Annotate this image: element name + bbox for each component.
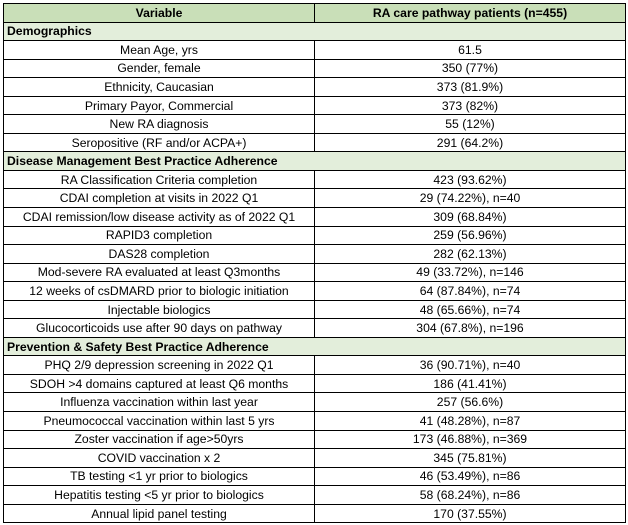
header-value: RA care pathway patients (n=455) [315, 4, 626, 23]
section-header-row [4, 22, 626, 41]
variable-cell: Zoster vaccination if age>50yrs [4, 430, 315, 449]
value-cell: 304 (67.8%), n=196 [315, 319, 626, 338]
variable-cell: RA Classification Criteria completion [4, 170, 315, 189]
results-table [3, 3, 626, 523]
variable-cell: DAS28 completion [4, 245, 315, 264]
table-row [4, 486, 626, 505]
variable-cell: TB testing <1 yr prior to biologics [4, 467, 315, 486]
variable-cell: Seropositive (RF and/or ACPA+) [4, 133, 315, 152]
value-cell: 345 (75.81%) [315, 449, 626, 468]
variable-cell: COVID vaccination x 2 [4, 449, 315, 468]
value-cell: 55 (12%) [315, 115, 626, 134]
table-row [4, 282, 626, 301]
value-cell: 291 (64.2%) [315, 133, 626, 152]
table-row [4, 96, 626, 115]
value-cell: 48 (65.66%), n=74 [315, 300, 626, 319]
value-cell: 36 (90.71%), n=40 [315, 356, 626, 375]
variable-cell: Ethnicity, Caucasian [4, 78, 315, 97]
value-cell: 257 (56.6%) [315, 393, 626, 412]
table-row [4, 208, 626, 227]
value-cell: 259 (56.96%) [315, 226, 626, 245]
value-cell: 64 (87.84%), n=74 [315, 282, 626, 301]
variable-cell: CDAI completion at visits in 2022 Q1 [4, 189, 315, 208]
variable-cell: Annual lipid panel testing [4, 504, 315, 523]
value-cell: 373 (81.9%) [315, 78, 626, 97]
value-cell: 49 (33.72%), n=146 [315, 263, 626, 282]
header-row [4, 4, 626, 23]
variable-cell: CDAI remission/low disease activity as of 2022 Q1 [4, 208, 315, 227]
value-cell: 41 (48.28%), n=87 [315, 412, 626, 431]
variable-cell: RAPID3 completion [4, 226, 315, 245]
variable-cell: Pneumococcal vaccination within last 5 yrs [4, 412, 315, 431]
table-row [4, 115, 626, 134]
variable-cell: SDOH >4 domains captured at least Q6 months [4, 374, 315, 393]
table-row [4, 319, 626, 338]
value-cell: 282 (62.13%) [315, 245, 626, 264]
section-header-row [4, 152, 626, 171]
section-title: Disease Management Best Practice Adherence [4, 152, 626, 171]
value-cell: 373 (82%) [315, 96, 626, 115]
value-cell: 350 (77%) [315, 59, 626, 78]
variable-cell: Hepatitis testing <5 yr prior to biologics [4, 486, 315, 505]
table-body [4, 22, 626, 523]
table-row [4, 41, 626, 60]
table-row [4, 374, 626, 393]
section-header-row [4, 337, 626, 356]
value-cell: 186 (41.41%) [315, 374, 626, 393]
value-cell: 58 (68.24%), n=86 [315, 486, 626, 505]
variable-cell: New RA diagnosis [4, 115, 315, 134]
section-title: Demographics [4, 22, 626, 41]
table-row [4, 412, 626, 431]
table-row [4, 430, 626, 449]
value-cell: 423 (93.62%) [315, 170, 626, 189]
table-row [4, 78, 626, 97]
variable-cell: Primary Payor, Commercial [4, 96, 315, 115]
table-row [4, 300, 626, 319]
table-row [4, 133, 626, 152]
value-cell: 309 (68.84%) [315, 208, 626, 227]
table-row [4, 263, 626, 282]
variable-cell: Mean Age, yrs [4, 41, 315, 60]
value-cell: 170 (37.55%) [315, 504, 626, 523]
variable-cell: 12 weeks of csDMARD prior to biologic initiation [4, 282, 315, 301]
table-row [4, 449, 626, 468]
table-row [4, 467, 626, 486]
value-cell: 46 (53.49%), n=86 [315, 467, 626, 486]
variable-cell: PHQ 2/9 depression screening in 2022 Q1 [4, 356, 315, 375]
variable-cell: Injectable biologics [4, 300, 315, 319]
table-row [4, 393, 626, 412]
header-variable: Variable [4, 4, 315, 23]
value-cell: 61.5 [315, 41, 626, 60]
table-row [4, 226, 626, 245]
table-row [4, 59, 626, 78]
table-row [4, 356, 626, 375]
variable-cell: Mod-severe RA evaluated at least Q3months [4, 263, 315, 282]
variable-cell: Influenza vaccination within last year [4, 393, 315, 412]
variable-cell: Glucocorticoids use after 90 days on pathway [4, 319, 315, 338]
table-row [4, 245, 626, 264]
table-row [4, 170, 626, 189]
value-cell: 173 (46.88%), n=369 [315, 430, 626, 449]
table-row [4, 504, 626, 523]
variable-cell: Gender, female [4, 59, 315, 78]
section-title: Prevention & Safety Best Practice Adherence [4, 337, 626, 356]
value-cell: 29 (74.22%), n=40 [315, 189, 626, 208]
table-row [4, 189, 626, 208]
